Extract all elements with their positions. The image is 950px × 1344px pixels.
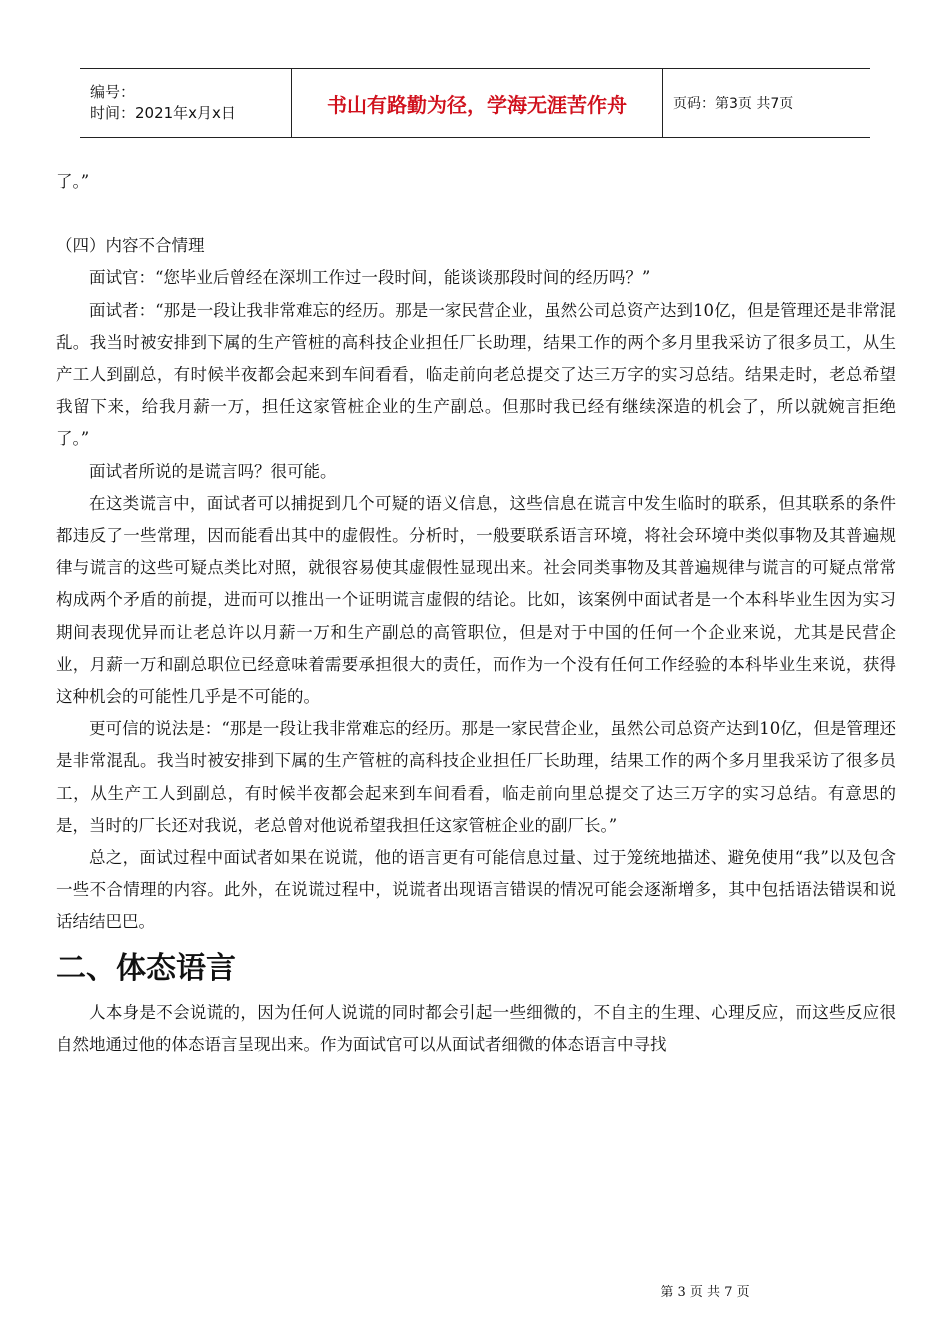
page-header — [80, 68, 870, 138]
paragraph-body-language: 人本身是不会说谎的，因为任何人说谎的同时都会引起一些细微的，不自主的生理、心理反应，而这些反应很自然地通过他的体态语言呈现出来。作为面试官可以从面试者细微的体态语言中寻找 — [56, 1002, 896, 1054]
header-page-cell — [663, 69, 870, 137]
paragraph-summary: 总之，面试过程中面试者如果在说谎，他的语言更有可能信息过量、过于笼统地描述、避免使用“我”以及包含一些不合情理的内容。此外，在说谎过程中，说谎者出现语言错误的情况可能会逐渐增多，其中包括语法错误和说话结结巴巴。 — [56, 848, 896, 932]
header-meta — [80, 69, 292, 137]
paragraph-continuation: 了。” — [56, 172, 90, 191]
document-body — [56, 166, 896, 1061]
header-motto: 书山有路勤为径，学海无涯苦作舟 — [327, 92, 627, 117]
subsection-title: （四）内容不合情理 — [56, 236, 205, 256]
header-date: 时间：2021年x月x日 — [90, 104, 236, 122]
paragraph-interviewer-question: 面试官：“您毕业后曾经在深圳工作过一段时间，能谈谈那段时间的经历吗？” — [89, 268, 651, 288]
paragraph-analysis: 在这类谎言中，面试者可以捕捉到几个可疑的语义信息，这些信息在谎言中发生临时的联系，但其联系的条件都违反了一些常理，因而能看出其中的虚假性。分析时，一般要联系语言环境，将社会环境中类似事物及其普遍规律与谎言的这些可疑点类比对照，就很容易使其虚假性显现出来。社会同类事物及其普遍规律与谎言的可疑点常常构成两个矛盾的前提，进而可以推出一个证明谎言虚假的结论。比如，该案例中面试者是一个本科毕业生因为实习期间表现优异而让老总许以月薪一万和生产副总的高管职位，但是对于中国的任何一个企业来说，尤其是民营企业，月薪一万和副总职位已经意味着需要承担很大的责任，而作为一个没有任何工作经验的本科毕业生来说，获得这种机会的可能性几乎是不可能的。 — [56, 493, 896, 707]
paragraph-interviewee-answer: 面试者：“那是一段让我非常难忘的经历。那是一家民营企业，虽然公司总资产达到10亿，但是管理还是非常混乱。我当时被安排到下属的生产管桩的高科技企业担任厂长助理，结果工作的两个多月里我采访了很多员工，从生产工人到副总，有时候半夜都会起来到车间看看，临走前向老总提交了达三万字的实习总结。结果走时，老总希望我留下来，给我月薪一万，担任这家管桩企业的生产副总。但那时我已经有继续深造的机会了，所以就婉言拒绝了。” — [56, 300, 896, 449]
page-footer: 第 3 页 共 7 页 — [660, 1285, 750, 1300]
header-motto-cell — [292, 69, 663, 137]
header-page-number: 页码：第3页 共7页 — [673, 96, 794, 112]
paragraph-credible-version: 更可信的说法是：“那是一段让我非常难忘的经历。那是一家民营企业，虽然公司总资产达到10亿，但是管理还是非常混乱。我当时被安排到下属的生产管桩的高科技企业担任厂长助理，结果工作的两个多月里我采访了很多员工，从生产工人到副总，有时候半夜都会起来到车间看看，临走前向里总提交了达三万字的实习总结。有意思的是，当时的厂长还对我说，老总曾对他说希望我担任这家管桩企业的副厂长。” — [56, 719, 896, 835]
header-number: 编号： — [90, 83, 136, 101]
paragraph-question: 面试者所说的是谎言吗？很可能。 — [89, 461, 337, 481]
section-heading: 二、体态语言 — [56, 950, 236, 986]
